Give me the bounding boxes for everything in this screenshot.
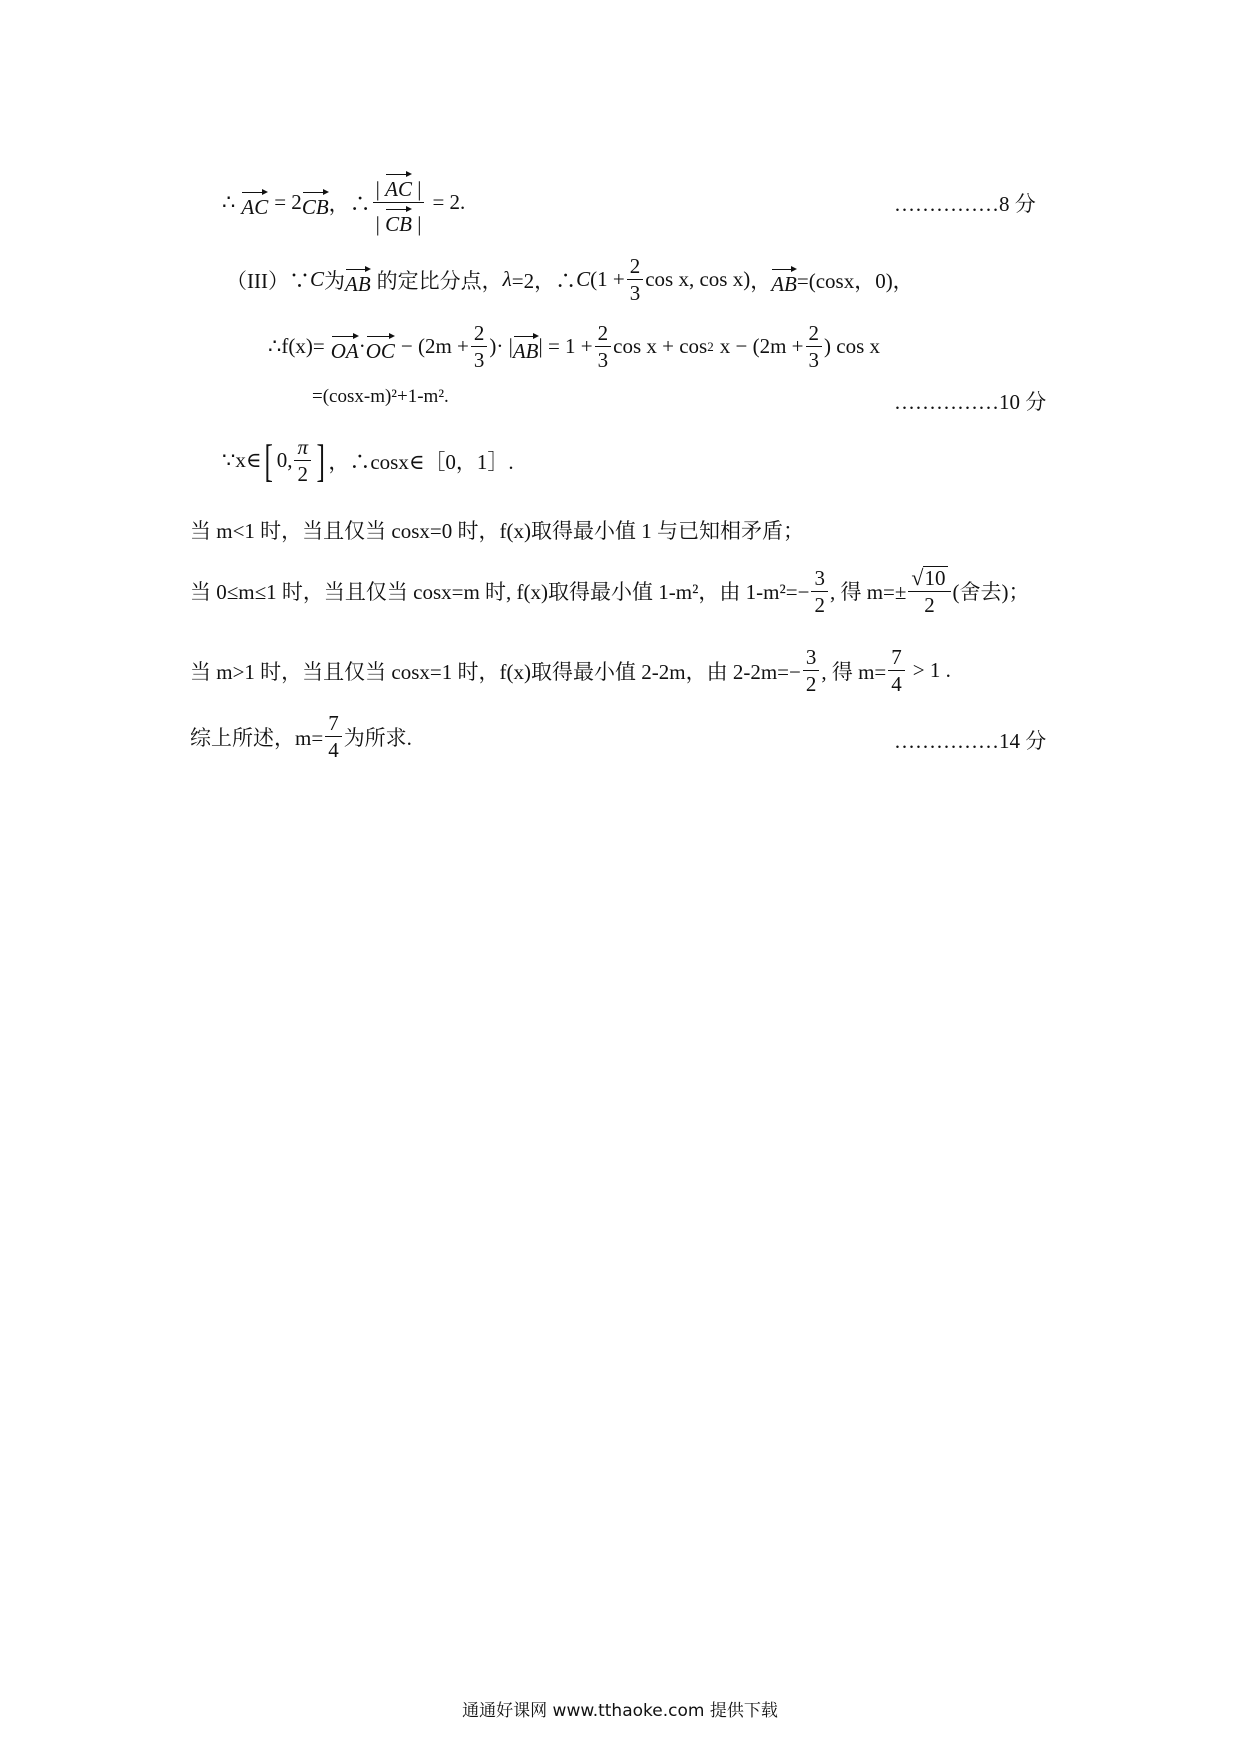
- footer-credit: 通通好课网 www.tthaoke.com 提供下载: [462, 1701, 778, 1721]
- right-bracket: ]: [316, 434, 325, 486]
- fraction-2-3-a: $\frac{2}{3}$: [471, 322, 488, 371]
- vector-cb: CB: [302, 188, 329, 218]
- fraction-3-2: $\frac{3}{2}$: [811, 567, 828, 616]
- part3-label: （III）∵: [226, 268, 310, 293]
- fraction-7-4: $\frac{7}{4}$: [888, 646, 905, 695]
- case-2-line: 当 0≤m≤1 时，当且仅当 cosx=m 时, f(x)取得最小值 1-m²，由 1-m²=− $\frac{3}{2}$ , 得 m=± √ 10 2 (舍去)；: [190, 565, 1030, 618]
- simplified-expression: =(cosx-m)²+1-m².: [312, 386, 449, 407]
- part3-line: （III）∵ C 为 AB 的定比分点， λ =2，∴ C (1 + $\frac{2}{3}$ cos x, cos x) ， AB =(cosx，0)，: [226, 254, 914, 306]
- fx-expression-line: ∴f(x)= OA · OC − (2m + $\frac{2}{3}$ )· | AB | = 1 + $\frac{2}{3}$ cos x + cos 2 x − (2m + $\frac{2}{3}$ ) cos x: [268, 321, 880, 373]
- line-vector-ac-cb: [222, 170, 465, 235]
- ratio-fraction: $\frac{| AC |}{| CB |}$: [373, 170, 425, 235]
- vector-oc: OC: [366, 332, 395, 362]
- score-10: ……………10 分: [894, 390, 1047, 414]
- fraction-2-3-c: $\frac{2}{3}$: [806, 322, 823, 371]
- point-c: C: [309, 267, 324, 292]
- conclusion-line: 综上所述，m= $\frac{7}{4}$ 为所求.: [190, 711, 412, 763]
- lambda-symbol: λ: [502, 267, 512, 292]
- ratio-result: = 2.: [432, 190, 466, 215]
- fraction-sqrt10-2: √ 10 2: [908, 566, 950, 616]
- vector-ab: AB: [345, 265, 371, 295]
- score-8: ……………8 分: [894, 192, 1036, 216]
- left-bracket: [: [264, 434, 274, 486]
- fraction-pi-2: $\frac{\pi}{2}$: [294, 436, 311, 485]
- vector-ab-2: AB: [771, 265, 797, 295]
- separator-therefore: ，∴: [328, 191, 371, 216]
- vector-ac: AC: [241, 188, 268, 218]
- equals-two: = 2: [274, 190, 302, 215]
- therefore-symbol: ∴: [222, 190, 236, 215]
- case-1-line: 当 m<1 时，当且仅当 cosx=0 时，f(x)取得最小值 1 与已知相矛盾；: [190, 519, 804, 543]
- score-14: ……………14 分: [894, 729, 1047, 753]
- fraction-3-2-b: $\frac{3}{2}$: [803, 646, 820, 695]
- domain-line: ∵x∈ [ 0, $\frac{\pi}{2}$ ] ，∴cosx∈［0，1］.: [222, 434, 514, 487]
- fraction-7-4-b: $\frac{7}{4}$: [325, 712, 342, 761]
- case-3-line: 当 m>1 时，当且仅当 cosx=1 时，f(x)取得最小值 2-2m，由 2-2m=− $\frac{3}{2}$ , 得 m= $\frac{7}{4}$ > 1 .: [190, 645, 951, 697]
- vector-ab-3: AB: [513, 332, 539, 362]
- fx-lead: ∴f(x)=: [268, 334, 325, 359]
- vector-oa: OA: [331, 332, 359, 362]
- fraction-2-3: $\frac{2}{3}$: [627, 255, 644, 304]
- fraction-2-3-b: $\frac{2}{3}$: [595, 322, 612, 371]
